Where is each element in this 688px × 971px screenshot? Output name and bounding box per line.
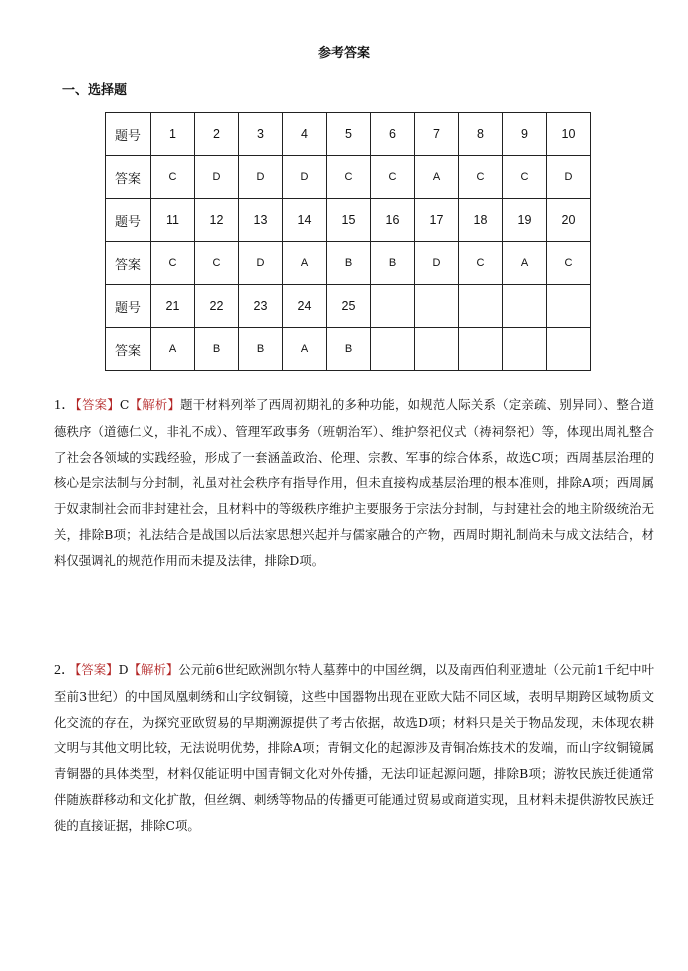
table-cell: A [283,242,327,285]
table-cell [459,285,503,328]
table-cell: 11 [151,199,195,242]
table-cell [547,328,591,371]
table-cell: 10 [547,113,591,156]
table-cell: 3 [239,113,283,156]
question-number: 2． [54,663,76,678]
table-cell: 7 [415,113,459,156]
table-cell: C [503,156,547,199]
section-heading: 一、选择题 [62,83,128,98]
table-cell: B [195,328,239,371]
table-cell [503,328,547,371]
table-row [106,156,591,199]
table-cell: B [327,328,371,371]
table-row [106,199,591,242]
table-cell: 8 [459,113,503,156]
row-label: 答案 [106,328,151,371]
row-label: 题号 [106,285,151,328]
table-cell: B [371,242,415,285]
table-cell: C [327,156,371,199]
table-cell: D [239,156,283,199]
table-cell: 21 [151,285,195,328]
table-cell: C [459,242,503,285]
table-cell: 17 [415,199,459,242]
table-cell: A [503,242,547,285]
answer-tag: 【答案】 [75,397,120,412]
analysis-text: 公元前6世纪欧洲凯尔特人墓葬中的中国丝绸，以及南西伯利亚遗址（公元前1千纪中叶至前3世纪）的中国凤凰刺绣和山字纹铜镜，这些中国器物出现在亚欧大陆不同区域，表明早期跨区域物质文化交流的存在，为探究亚欧贸易的早期溯源提供了考古依据，故选D项；材料只是关于物品发现，未体现农耕文明与其他文明比较，无法说明优势，排除A项；青铜文化的起源涉及青铜冶炼技术的发端，而山字纹铜镜属青铜器的具体类型，材料仅能证明中国青铜文化对外传播，无法印证起源问题，排除B项；游牧民族迁徙通常伴随族群移动和文化扩散，但丝绸、刺绣等物品的传播更可能通过贸易或商道实现，且材料未提供游牧民族迁徙的直接证据，排除C项。 [54,662,654,833]
table-cell [415,285,459,328]
analysis-tag: 【解析】 [129,397,181,412]
analysis-tag: 【解析】 [128,662,179,677]
row-label: 答案 [106,242,151,285]
page-title: 参考答案 [317,46,370,61]
table-cell: B [327,242,371,285]
table-cell: A [151,328,195,371]
table-cell: D [547,156,591,199]
table-cell: 20 [547,199,591,242]
table-cell: C [547,242,591,285]
table-row [106,285,591,328]
table-cell: 22 [195,285,239,328]
table-cell: 15 [327,199,371,242]
table-cell: 18 [459,199,503,242]
answer-table [105,112,591,371]
table-cell: C [151,156,195,199]
row-label: 题号 [106,113,151,156]
table-cell [547,285,591,328]
table-cell: 13 [239,199,283,242]
table-cell: 5 [327,113,371,156]
table-cell: D [415,242,459,285]
table-cell: C [459,156,503,199]
table-cell [503,285,547,328]
table-cell: D [239,242,283,285]
table-cell [459,328,503,371]
answer-letter: D [118,662,129,677]
table-cell: C [371,156,415,199]
table-cell: B [239,328,283,371]
table-cell: 12 [195,199,239,242]
table-cell: 2 [195,113,239,156]
analysis-text: 题干材料列举了西周初期礼的多种功能，如规范人际关系（定亲疏、别异同）、整合道德秩序（道德仁义，非礼不成）、管理军政事务（班朝治军）、维护祭祀仪式（祷祠祭祀）等，体现出周礼整合了社会各领域的实践经验，形成了一套涵盖政治、伦理、宗教、军事的综合体系，故选C项；西周基层治理的核心是宗法制与分封制，礼虽对社会秩序有指导作用，但未直接构成基层治理的根本准则，排除A项；西周属于奴隶制社会而非封建社会，且材料中的等级秩序维护主要服务于宗法分封制，与封建社会的地主阶级统治无关，排除B项；礼法结合是战国以后法家思想兴起并与儒家融合的产物，西周时期礼制尚未与成文法结合，材料仅强调礼的规范作用而未提及法律，排除D项。 [54,397,654,568]
table-cell: 9 [503,113,547,156]
table-row [106,242,591,285]
table-cell [415,328,459,371]
table-cell: 4 [283,113,327,156]
table-cell: 24 [283,285,327,328]
answer-letter: C [119,397,130,412]
table-cell: 16 [371,199,415,242]
row-label: 答案 [106,156,151,199]
table-cell: C [195,242,239,285]
answer-tag: 【答案】 [75,662,119,677]
table-cell: A [415,156,459,199]
table-cell: 25 [327,285,371,328]
table-cell [371,328,415,371]
question-2-explanation [54,657,654,839]
table-cell: 6 [371,113,415,156]
table-cell: A [283,328,327,371]
table-cell: 14 [283,199,327,242]
table-cell: D [195,156,239,199]
row-label: 题号 [106,199,151,242]
table-cell: 23 [239,285,283,328]
question-1-explanation [54,392,654,574]
table-cell [371,285,415,328]
table-cell: D [283,156,327,199]
table-cell: 19 [503,199,547,242]
table-row [106,113,591,156]
table-cell: C [151,242,195,285]
table-row [106,328,591,371]
table-cell: 1 [151,113,195,156]
question-number: 1． [54,398,76,413]
